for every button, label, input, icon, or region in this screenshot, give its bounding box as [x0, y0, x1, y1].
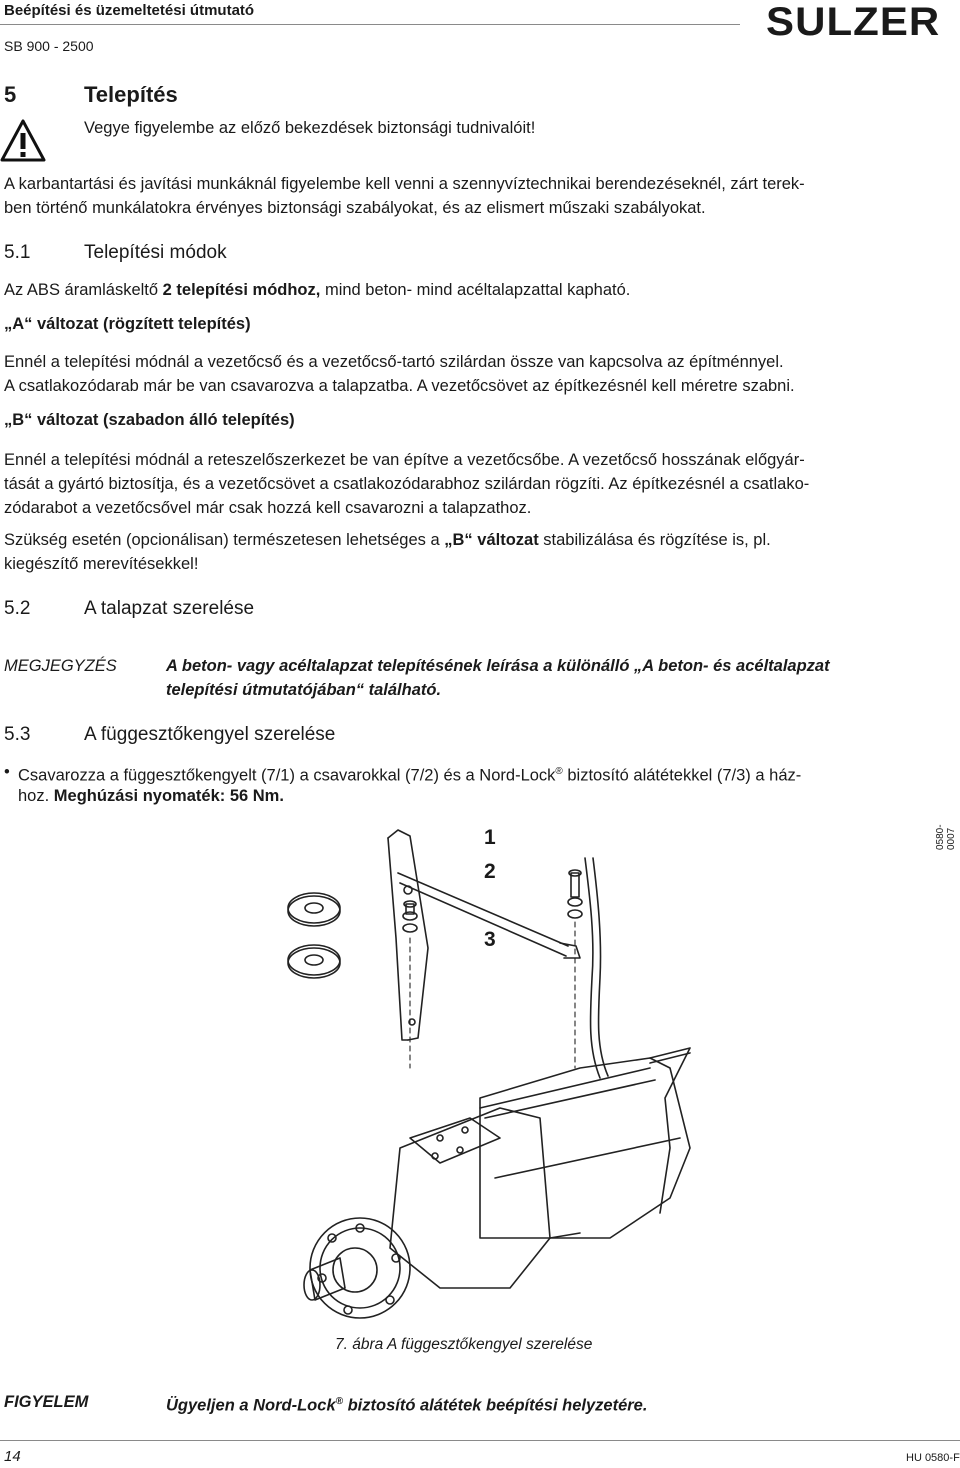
section-5-number: 5	[4, 82, 17, 107]
section-5-2-number: 5.2	[4, 598, 31, 619]
intro-text-c: mind beton- mind acéltalapzattal kapható.	[320, 281, 631, 299]
mixer-flange-illustration	[304, 1218, 410, 1318]
warning-text: Vegye figyelembe az előző bekezdések biztonsági tudnivalóit!	[84, 119, 536, 137]
optional-line1	[4, 528, 771, 552]
section-5-1-number: 5.1	[4, 242, 31, 263]
mixer-body-illustration	[390, 1048, 690, 1288]
variant-b-line2: tását a gyártó biztosítja, és a vezetőcsövet a csatlakozódarabhoz szilárdan rögzíti. Az építkezésnél a csatlako-	[4, 475, 810, 493]
document-model: SB 900 - 2500	[4, 38, 94, 54]
figure-code: 0580-0007	[935, 824, 957, 850]
note-label: MEGJEGYZÉS	[4, 657, 117, 675]
intro-text-a: Az ABS áramláskeltő	[4, 281, 163, 299]
callout-3: 3	[484, 928, 496, 951]
document-title: Beépítési és üzemeltetési útmutató	[4, 2, 255, 19]
bullet-text-a: Csavarozza a függesztőkengyelt (7/1) a csavarokkal (7/2) és a Nord-Lock	[18, 766, 556, 785]
bullet-dot: •	[4, 763, 10, 781]
footer-rule	[0, 1440, 960, 1441]
document-code: HU 0580-F	[906, 1452, 960, 1464]
variant-b-line1: Ennél a telepítési módnál a reteszelőszerkezet be van építve a vezetőcsőbe. A vezetőcső hosszának előgyár-	[4, 451, 805, 469]
bullet-text-c: hoz.	[18, 787, 54, 805]
attention-registered-mark: ®	[335, 1396, 343, 1407]
nord-lock-washer-top-illustration	[288, 893, 340, 926]
variant-a-heading: „A“ változat (rögzített telepítés)	[4, 315, 251, 333]
optional-text-a: Szükség esetén (opcionálisan) természetesen lehetséges a	[4, 531, 445, 549]
note-line1: A beton- vagy acéltalapzat telepítésének leírása a különálló „A beton- és acéltalapzat	[166, 657, 830, 675]
header-rule	[0, 24, 740, 25]
page-number: 14	[4, 1448, 21, 1465]
callout-1: 1	[484, 826, 496, 849]
optional-line2: kiegészítő merevítésekkel!	[4, 555, 199, 573]
note-line2: telepítési útmutatójában“ található.	[166, 681, 442, 699]
bullet-line2	[18, 784, 284, 808]
variant-a-line1: Ennél a telepítési módnál a vezetőcső és a vezetőcső-tartó szilárdan össze van kapcsolva az építménnyel.	[4, 353, 784, 371]
attention-text	[166, 1390, 647, 1418]
attention-label: FIGYELEM	[4, 1393, 89, 1411]
variant-b-line3: zódarabot a vezetőcsővel már csak hozzá kell csavarozni a talapzathoz.	[4, 499, 532, 517]
section-5-3-title: A függesztőkengyel szerelése	[84, 724, 336, 745]
sulzer-logo: SULZER	[766, 0, 941, 44]
callout-2: 2	[484, 860, 496, 883]
attention-text-a: Ügyeljen a Nord-Lock	[166, 1396, 336, 1415]
warning-triangle-icon	[0, 118, 46, 164]
optional-text-b: „B“ változat	[444, 531, 539, 549]
mounting-bracket-illustration	[250, 818, 750, 1338]
section-5-title: Telepítés	[84, 82, 178, 107]
power-cable-illustration	[585, 858, 600, 1078]
variant-a-line2: A csatlakozódarab már be van csavarozva a talapzatba. A vezetőcsövet az építkezésnél kell méretre szabni.	[4, 377, 795, 395]
section-5-1-intro	[4, 278, 630, 302]
variant-b-heading: „B“ változat (szabadon álló telepítés)	[4, 411, 295, 429]
section-5-2-title: A talapzat szerelése	[84, 598, 255, 619]
torque-value: Meghúzási nyomaték: 56 Nm.	[53, 787, 284, 805]
intro-text-b: 2 telepítési módhoz,	[162, 281, 321, 299]
attention-text-b: biztosító alátétek beépítési helyzetére.	[343, 1396, 648, 1415]
section-5-para-line1: A karbantartási és javítási munkáknál figyelembe kell venni a szennyvíztechnikai berendezéseknél, zárt terek-	[4, 175, 805, 193]
figure-caption: 7. ábra A függesztőkengyel szerelése	[335, 1336, 593, 1353]
nord-lock-washer-bottom-illustration	[288, 945, 340, 978]
registered-mark: ®	[555, 766, 563, 777]
section-5-1-title: Telepítési módok	[84, 242, 227, 263]
optional-text-c: stabilizálása és rögzítése is, pl.	[538, 531, 771, 549]
section-5-3-number: 5.3	[4, 724, 31, 745]
bullet-text-b: biztosító alátétekkel (7/3) a ház-	[562, 766, 802, 785]
section-5-para-line2: ben történő munkálatokra érvényes biztonsági szabályokat, és az elismert műszaki szabályokat.	[4, 199, 706, 217]
